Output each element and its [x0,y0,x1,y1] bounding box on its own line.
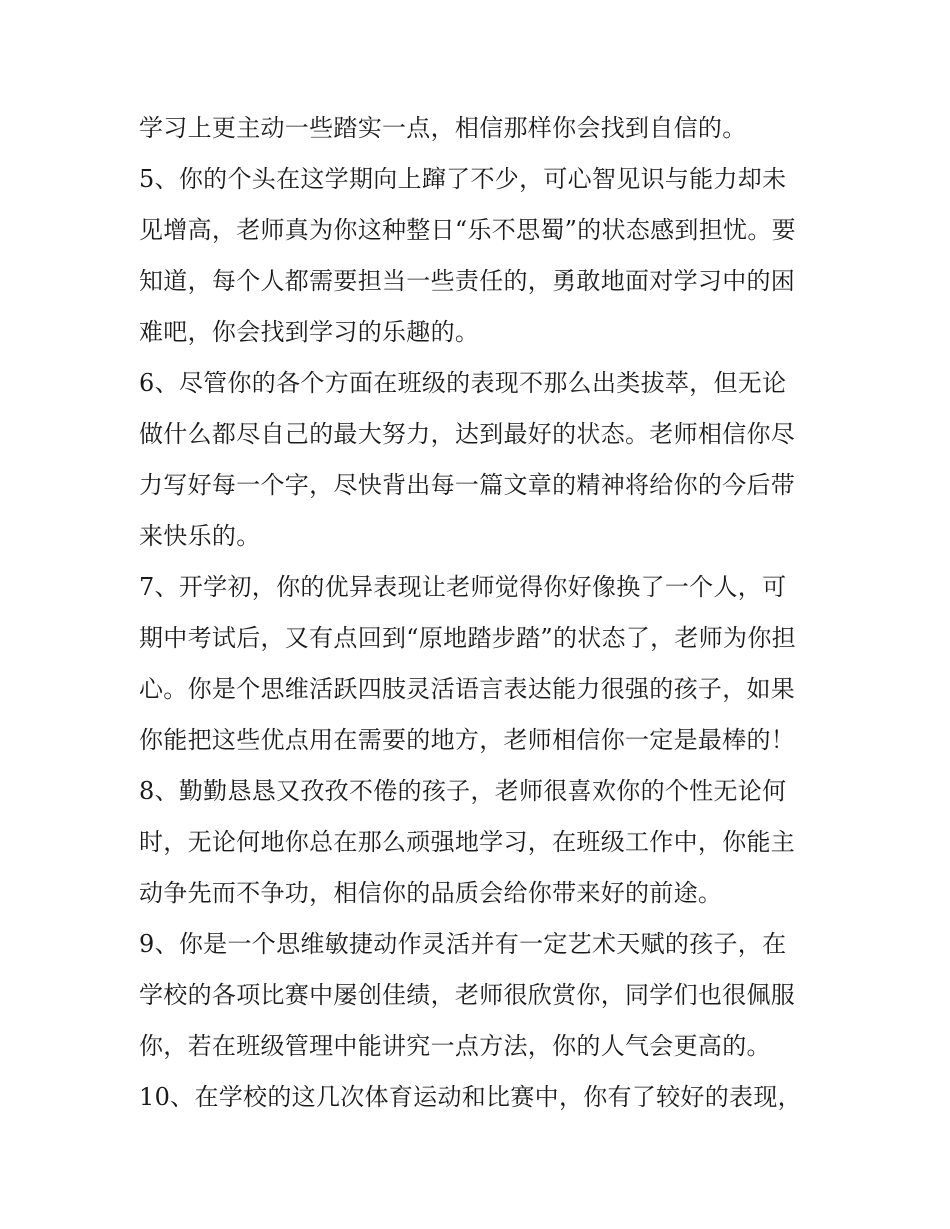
text-line: 时，无论何地你总在那么顽强地学习，在班级工作中，你能主 [139,828,796,856]
text-line: 10、在学校的这几次体育运动和比赛中，你有了较好的表现， [139,1083,802,1111]
text-line: 心。你是个思维活跃四肢灵活语言表达能力很强的孩子，如果 [139,675,796,703]
text-line: 学校的各项比赛中屡创佳绩，老师很欣赏你，同学们也很佩服 [139,981,796,1009]
text-line: 做什么都尽自己的最大努力，达到最好的状态。老师相信你尽 [139,420,796,448]
text-line: 5、你的个头在这学期向上蹿了不少，可心智见识与能力却未 [139,165,787,193]
text-line: 9、你是一个思维敏捷动作灵活并有一定艺术天赋的孩子，在 [139,930,787,958]
text-line: 动争先而不争功，相信你的品质会给你带来好的前途。 [139,879,723,907]
text-line: 7、开学初，你的优异表现让老师觉得你好像换了一个人，可 [139,573,787,601]
text-line: 你，若在班级管理中能讲究一点方法，你的人气会更高的。 [139,1032,771,1060]
text-line: 学习上更主动一些踏实一点，相信那样你会找到自信的。 [139,114,747,142]
text-line: 知道，每个人都需要担当一些责任的，勇敢地面对学习中的困 [139,267,796,295]
text-line: 难吧，你会找到学习的乐趣的。 [139,318,480,346]
text-line: 期中考试后，又有点回到“原地踏步踏”的状态了，老师为你担 [139,624,796,652]
text-line: 见增高，老师真为你这种整日“乐不思蜀”的状态感到担忧。要 [139,216,796,244]
text-column [139,103,829,1123]
text-line: 力写好每一个字，尽快背出每一篇文章的精神将给你的今后带 [139,471,796,499]
text-line: 8、勤勤恳恳又孜孜不倦的孩子，老师很喜欢你的个性无论何 [139,777,787,805]
text-line: 你能把这些优点用在需要的地方，老师相信你一定是最棒的！ [139,726,796,754]
text-line: 6、尽管你的各个方面在班级的表现不那么出类拔萃，但无论 [139,369,787,397]
text-line: 来快乐的。 [139,522,261,550]
